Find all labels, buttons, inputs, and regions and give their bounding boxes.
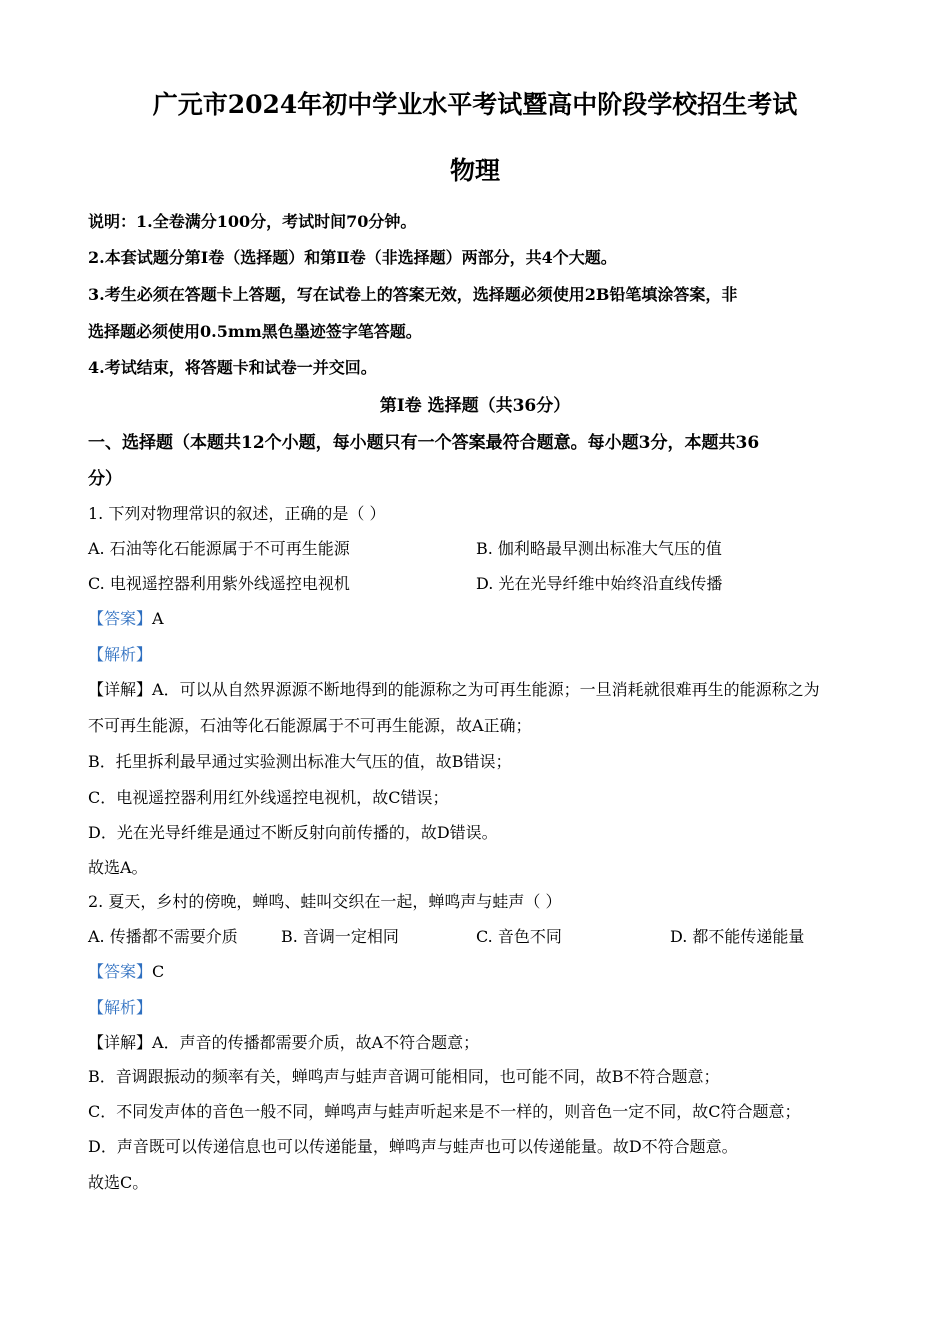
q1-option-c: C. 电视遥控器利用紫外线遥控电视机 — [88, 574, 350, 593]
q1-stem: 1. 下列对物理常识的叙述，正确的是（ ） — [88, 504, 386, 523]
q1-analysis — [88, 644, 152, 666]
note-line-3: 3.考生必须在答题卡上答题，写在试卷上的答案无效，选择题必须使用2B铅笔填涂答案，非 — [88, 285, 738, 304]
analysis-label: 【解析】 — [88, 645, 153, 664]
answer-label: 【答案】 — [88, 609, 153, 628]
q1-detail-a: A．可以从自然界源源不断地得到的能源称之为可再生能源；一旦消耗就很难再生的能源称之为 — [152, 680, 820, 699]
subject-title: 物理 — [449, 156, 500, 185]
q2-detail-d: D．声音既可以传递信息也可以传递能量，蝉鸣声与蛙声也可以传递能量。故D不符合题意。 — [88, 1137, 738, 1156]
q2-option-c: C. 音色不同 — [476, 927, 562, 946]
q1-answer — [88, 608, 164, 630]
q1-option-d: D. 光在光导纤维中始终沿直线传播 — [476, 574, 723, 593]
q2-detail-b: B．音调跟振动的频率有关，蝉鸣声与蛙声音调可能相同，也可能不同，故B不符合题意； — [88, 1067, 720, 1086]
q2-answer-value: C — [152, 962, 165, 981]
note-line-5: 4.考试结束，将答题卡和试卷一并交回。 — [88, 358, 377, 377]
detail-label: 【详解】 — [88, 1033, 153, 1052]
q1-detail-line-1 — [88, 679, 820, 701]
q1-detail-d: D．光在光导纤维是通过不断反射向前传播的，故D错误。 — [88, 823, 498, 842]
section-heading-line-2: 分） — [88, 469, 122, 489]
q2-option-d: D. 都不能传递能量 — [670, 927, 805, 946]
q1-option-a: A. 石油等化石能源属于不可再生能源 — [88, 539, 350, 558]
q2-answer — [88, 961, 164, 983]
q2-conclusion: 故选C。 — [88, 1173, 149, 1192]
analysis-label: 【解析】 — [88, 998, 153, 1017]
q2-detail-line-1 — [88, 1032, 479, 1054]
exam-title: 广元市2024年初中学业水平考试暨高中阶段学校招生考试 — [152, 90, 798, 119]
q1-option-b: B. 伽利略最早测出标准大气压的值 — [476, 539, 722, 558]
q1-answer-value: A — [152, 609, 164, 628]
q2-detail-c: C．不同发声体的音色一般不同，蝉鸣声与蛙声听起来是不一样的，则音色一定不同，故C符合题意； — [88, 1102, 801, 1121]
note-line-2: 2.本套试题分第Ⅰ卷（选择题）和第Ⅱ卷（非选择题）两部分，共4个大题。 — [88, 248, 617, 267]
q1-conclusion: 故选A。 — [88, 858, 148, 877]
q1-detail-c: C．电视遥控器利用红外线遥控电视机，故C错误； — [88, 788, 449, 807]
q2-option-b: B. 音调一定相同 — [281, 927, 399, 946]
q1-detail-b: B．托里拆利最早通过实验测出标准大气压的值，故B错误； — [88, 752, 512, 771]
q2-analysis — [88, 997, 152, 1019]
detail-label: 【详解】 — [88, 680, 153, 699]
note-line-4: 选择题必须使用0.5mm黑色墨迹签字笔答题。 — [88, 322, 422, 341]
note-line-1: 说明：1.全卷满分100分，考试时间70分钟。 — [88, 212, 417, 231]
q2-detail-a: A．声音的传播都需要介质，故A不符合题意； — [152, 1033, 480, 1052]
q2-option-a: A. 传播都不需要介质 — [88, 927, 238, 946]
q2-stem: 2. 夏天，乡村的傍晚，蝉鸣、蛙叫交织在一起，蝉鸣声与蛙声（ ） — [88, 892, 562, 911]
answer-label: 【答案】 — [88, 962, 153, 981]
part1-heading: 第Ⅰ卷 选择题（共36分） — [379, 396, 571, 416]
q1-detail-line-2: 不可再生能源，石油等化石能源属于不可再生能源，故A正确； — [88, 716, 532, 735]
section-heading-line-1: 一、选择题（本题共12个小题，每小题只有一个答案最符合题意。每小题3分，本题共36 — [88, 433, 760, 453]
